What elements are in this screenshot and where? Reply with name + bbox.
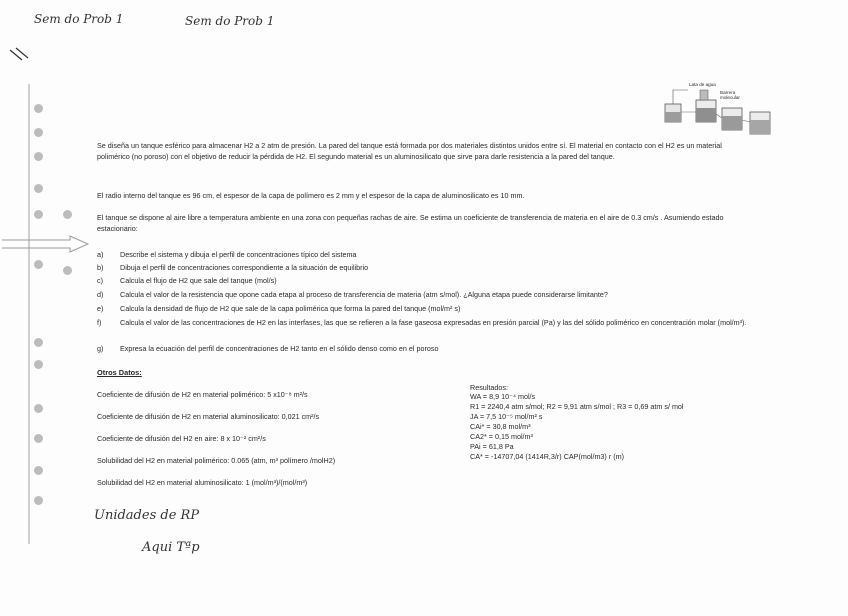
binder-hole xyxy=(34,466,43,475)
problem-paragraph: El radio interno del tanque es 96 cm, el espesor de la capa de polímero es 2 mm y el espesor de la capa de aluminosilicato es 10 mm. xyxy=(97,191,525,200)
data-item: Coeficiente de difusión del H2 en aire: 8 x 10⁻² cm²/s xyxy=(97,434,266,443)
binder-hole xyxy=(34,496,43,505)
result-line: CA2* = 0,15 mol/m³ xyxy=(470,432,533,441)
question-text: Dibuja el perfil de concentraciones correspondiente a la situación de equilibrio xyxy=(120,263,369,272)
data-item: Coeficiente de difusión de H2 en material aluminosilicato: 0,021 cm²/s xyxy=(97,412,320,421)
arrow-icon xyxy=(0,234,92,254)
binder-hole xyxy=(34,104,43,113)
handwritten-note-top-center: Sem do Prob 1 xyxy=(185,14,275,28)
problem-paragraph: Se diseña un tanque esférico para almacenar H2 a 2 atm de presión. La pared del tanque está formada por dos materiales distintos unidos entre sí. El material en contacto con el H2 es un material polimérico (no poroso) con el objetivo de reducir la pérdida de H2. El segundo material es un aluminosilicato que sirve para darle resistencia a la pared del tanque. xyxy=(97,141,722,161)
data-item: Coeficiente de difusión de H2 en material polimérico: 5 x10⁻⁸ m²/s xyxy=(97,390,308,399)
question-label: c) xyxy=(97,276,103,285)
question-text: Calcula el valor de la resistencia que opone cada etapa al proceso de transferencia de materia (atm s/mol). ¿Alguna etapa puede considerarse limitante? xyxy=(120,290,608,299)
question-label: e) xyxy=(97,304,104,313)
question-label: a) xyxy=(97,250,104,259)
problem-paragraph: El tanque se dispone al aire libre a temperatura ambiente en una zona con pequeñas rachas de aire. Se estima un coeficiente de transferencia de materia en el aire de 0.3 cm/s . Asumiendo estado estacionario: xyxy=(97,213,724,233)
question-label: g) xyxy=(97,344,104,353)
binder-hole xyxy=(34,360,43,369)
question-text: Describe el sistema y dibuja el perfil de concentraciones típico del sistema xyxy=(120,250,357,259)
result-line: JA = 7,5 10⁻⁵ mol/m² s xyxy=(470,412,543,421)
binder-hole xyxy=(34,128,43,137)
binder-hole xyxy=(34,338,43,347)
result-line: WA = 8,9 10⁻⁴ mol/s xyxy=(470,392,536,401)
result-line: PAi = 61,8 Pa xyxy=(470,442,514,451)
binder-hole xyxy=(34,404,43,413)
question-label: d) xyxy=(97,290,104,299)
binder-hole xyxy=(34,260,43,269)
handwritten-note-bottom: Unidades de RP xyxy=(94,508,200,523)
binder-hole xyxy=(34,434,43,443)
binder-hole xyxy=(34,210,43,219)
results-title: Resultados: xyxy=(470,383,508,392)
data-item: Solubilidad del H2 en material aluminosilicato: 1 (mol/m³)/(mol/m³) xyxy=(97,478,308,487)
result-line: CAi* = 30,8 mol/m³ xyxy=(470,422,531,431)
question-text: Calcula la densidad de flujo de H2 que sale de la capa polimérica que forma la pared del tanque (mol/m² s) xyxy=(120,304,461,313)
question-label: b) xyxy=(97,263,104,272)
otros-datos-title: Otros Datos: xyxy=(97,368,142,377)
question-text: Calcula el flujo de H2 que sale del tanque (mol/s) xyxy=(120,276,277,285)
data-item: Solubilidad del H2 en material polimérico: 0.065 (atm, m³ polímero /molH2) xyxy=(97,456,336,465)
figure-label: Barrera molecular xyxy=(720,90,740,100)
question-text: Calcula el valor de las concentraciones de H2 en las interfases, las que se refieren a la fase gaseosa expresadas en presión parcial (Pa) y las del sólido polimérico en concentración molar (mol/m³). xyxy=(120,318,747,327)
result-line: CA* = -14707,04 (1414R,3/r) CAP(mol/m3) r (m) xyxy=(470,452,624,461)
question-text: Expresa la ecuación del perfil de concentraciones de H2 tanto en el sólido denso como en el poroso xyxy=(120,344,439,353)
figure-label: Lata de agua xyxy=(689,82,716,87)
binder-hole xyxy=(63,210,72,219)
question-label: f) xyxy=(97,318,102,327)
binder-hole xyxy=(63,266,72,275)
handwritten-note-top-left: Sem do Prob 1 xyxy=(34,12,124,26)
binder-spine xyxy=(28,84,30,544)
binder-hole xyxy=(34,184,43,193)
handwritten-mark xyxy=(6,44,36,66)
result-line: R1 = 2240,4 atm s/mol; R2 = 9,91 atm s/mol ; R3 = 0,69 atm s/ mol xyxy=(470,402,684,411)
binder-hole xyxy=(34,152,43,161)
handwritten-note-bottom: Aqui Tªp xyxy=(142,540,200,555)
